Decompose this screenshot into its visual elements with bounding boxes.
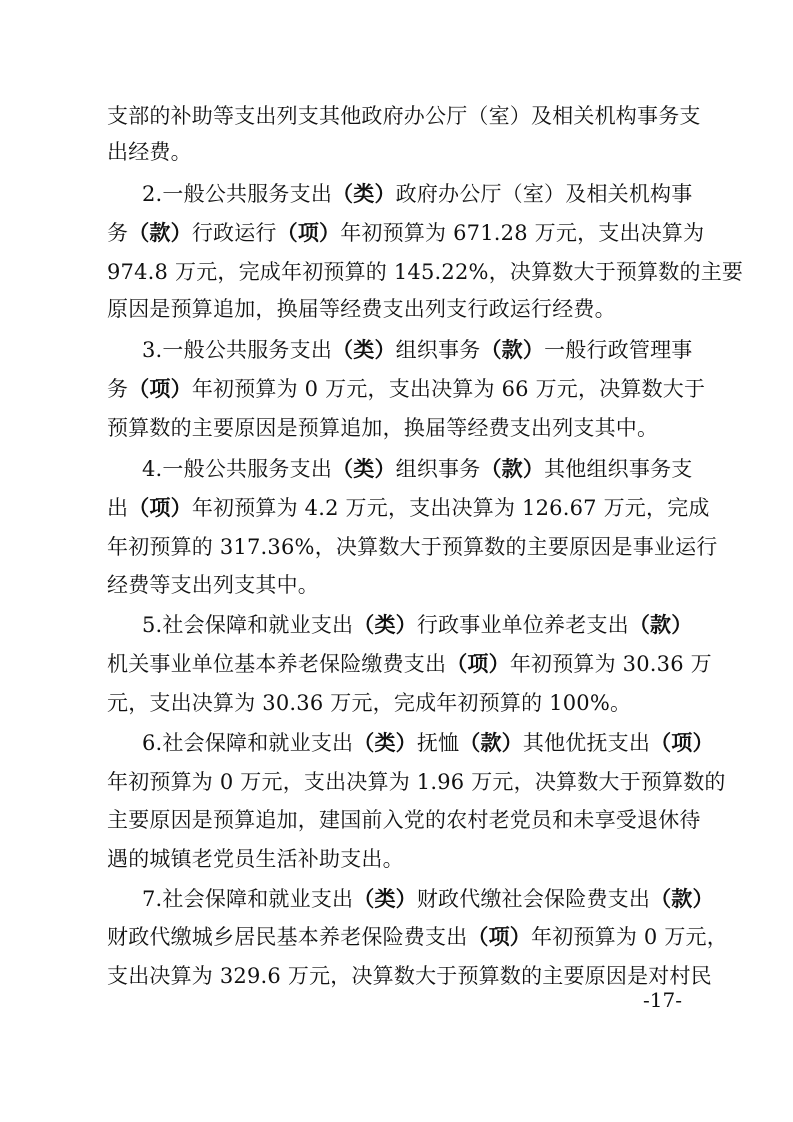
bold-text-segment: （类） bbox=[332, 457, 396, 481]
text-segment: 4.一般公共服务支出 bbox=[142, 457, 333, 481]
bold-text-segment: （类） bbox=[353, 731, 417, 755]
bold-text-segment: （类） bbox=[353, 613, 417, 637]
text-line bbox=[107, 644, 712, 684]
text-segment: 年初预算为 4.2 万元，支出决算为 126.67 万元，完成 bbox=[191, 496, 710, 520]
text-line bbox=[142, 174, 693, 214]
text-line bbox=[142, 330, 693, 370]
text-segment: 974.8 万元，完成年初预算的 145.22%，决算数大于预算数的主要 bbox=[107, 260, 744, 284]
text-line bbox=[142, 605, 693, 645]
text-line bbox=[107, 800, 701, 840]
bold-text-segment: （类） bbox=[353, 887, 417, 911]
text-segment: 行政运行 bbox=[191, 221, 277, 245]
text-segment: 支出决算为 329.6 万元，决算数大于预算数的主要原因是对村民 bbox=[107, 964, 712, 988]
text-line bbox=[107, 96, 701, 136]
bold-text-segment: （款） bbox=[459, 731, 523, 755]
text-segment: 5.社会保障和就业支出 bbox=[142, 613, 354, 637]
text-segment: 机关事业单位基本养老保险缴费支出 bbox=[107, 652, 447, 676]
text-segment: 其他优抚支出 bbox=[522, 731, 651, 755]
bold-text-segment: （款） bbox=[628, 613, 693, 637]
text-line bbox=[107, 683, 687, 723]
text-segment: 元，支出决算为 30.36 万元，完成年初预算的 100%。 bbox=[107, 691, 632, 715]
bold-text-segment: （类） bbox=[332, 182, 396, 206]
text-line bbox=[107, 213, 705, 253]
bold-text-segment: （项） bbox=[446, 652, 510, 676]
text-segment: 年初预算为 0 万元，支出决算为 1.96 万元，决算数大于预算数的 bbox=[107, 770, 726, 794]
bold-text-segment: （类） bbox=[332, 338, 396, 362]
bold-text-segment: （款） bbox=[650, 887, 714, 911]
text-segment: 预算数的主要原因是预算追加，换届等经费支出列支其中。 bbox=[107, 416, 659, 440]
text-segment: 财政代缴社会保险费支出 bbox=[416, 887, 651, 911]
text-segment: 组织事务 bbox=[395, 338, 481, 362]
text-segment: 一般行政管理事 bbox=[544, 338, 693, 362]
text-line bbox=[107, 839, 687, 879]
text-line bbox=[107, 408, 687, 448]
bold-text-segment: （款） bbox=[480, 338, 545, 362]
text-segment: 2.一般公共服务支出 bbox=[142, 182, 333, 206]
text-segment: 年初预算为 0 万元， bbox=[531, 925, 728, 949]
text-segment: 务 bbox=[107, 221, 129, 245]
text-line bbox=[107, 762, 726, 802]
text-segment: 行政事业单位养老支出 bbox=[416, 613, 629, 637]
text-line bbox=[107, 132, 687, 172]
text-line bbox=[107, 369, 706, 409]
text-segment: 3.一般公共服务支出 bbox=[142, 338, 333, 362]
text-segment: 支部的补助等支出列支其他政府办公厅（室）及相关机构事务支 bbox=[107, 104, 701, 128]
text-segment: 组织事务 bbox=[395, 457, 481, 481]
bold-text-segment: （项） bbox=[467, 925, 532, 949]
text-line bbox=[107, 527, 718, 567]
text-segment: 年初预算为 30.36 万 bbox=[509, 652, 712, 676]
text-segment: 财政代缴城乡居民基本养老保险费支出 bbox=[107, 925, 468, 949]
bold-text-segment: （项） bbox=[128, 377, 192, 401]
text-line bbox=[142, 449, 693, 489]
text-segment: 7.社会保障和就业支出 bbox=[142, 887, 354, 911]
text-segment: 主要原因是预算追加，建国前入党的农村老党员和未享受退休待 bbox=[107, 808, 701, 832]
text-segment: 出 bbox=[107, 496, 129, 520]
bold-text-segment: （款） bbox=[480, 457, 545, 481]
text-line bbox=[107, 917, 728, 957]
text-segment: 其他组织事务支 bbox=[544, 457, 693, 481]
text-segment: 年初预算为 0 万元，支出决算为 66 万元，决算数大于 bbox=[191, 377, 706, 401]
text-segment: 遇的城镇老党员生活补助支出。 bbox=[107, 847, 404, 871]
text-segment: 原因是预算追加，换届等经费支出列支行政运行经费。 bbox=[107, 297, 616, 321]
text-line bbox=[107, 956, 712, 996]
text-segment: 出经费。 bbox=[107, 140, 192, 164]
text-line bbox=[142, 723, 714, 763]
text-segment: 政府办公厅（室）及相关机构事 bbox=[395, 182, 693, 206]
text-segment: 抚恤 bbox=[416, 731, 460, 755]
text-line bbox=[107, 289, 687, 329]
page-number: -17- bbox=[643, 988, 682, 1012]
text-line bbox=[142, 879, 714, 919]
bold-text-segment: （项） bbox=[276, 221, 341, 245]
bold-text-segment: （款） bbox=[128, 221, 192, 245]
text-segment: 年初预算为 671.28 万元，支出决算为 bbox=[340, 221, 705, 245]
text-segment: 年初预算的 317.36%，决算数大于预算数的主要原因是事业运行 bbox=[107, 535, 718, 559]
text-segment: 6.社会保障和就业支出 bbox=[142, 731, 354, 755]
text-line bbox=[107, 252, 744, 292]
text-segment: 务 bbox=[107, 377, 129, 401]
bold-text-segment: （项） bbox=[650, 731, 714, 755]
text-segment: 经费等支出列支其中。 bbox=[107, 573, 319, 597]
bold-text-segment: （项） bbox=[128, 496, 192, 520]
text-line bbox=[107, 565, 687, 605]
text-line bbox=[107, 488, 710, 528]
